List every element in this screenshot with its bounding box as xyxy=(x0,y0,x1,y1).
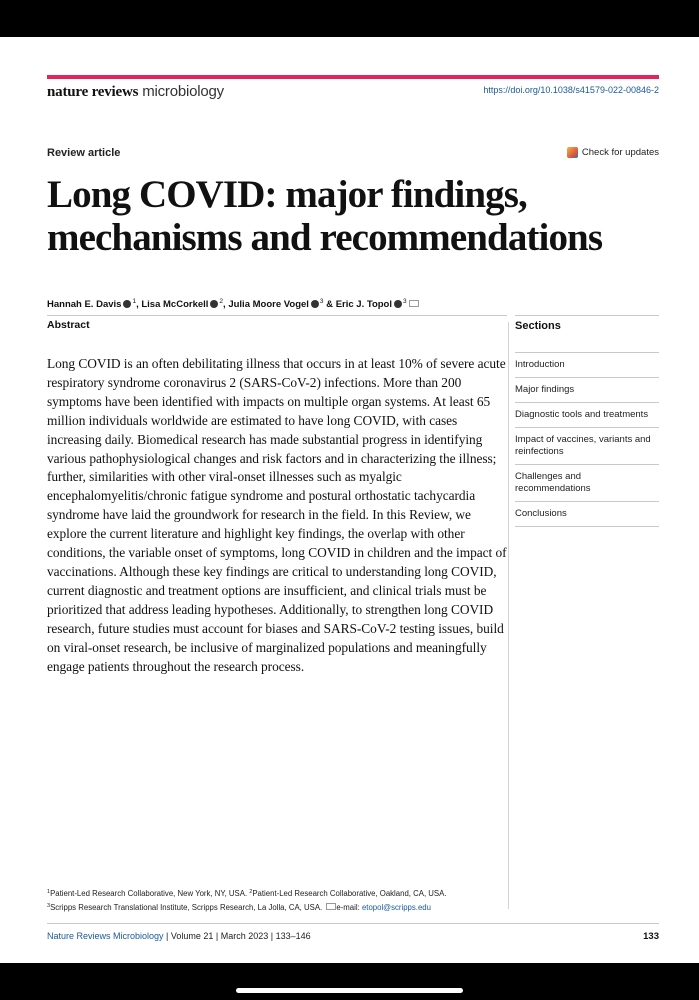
section-link-impact-of-vaccines[interactable]: Impact of vaccines, variants and reinfections xyxy=(515,427,659,464)
journal-logo xyxy=(47,83,224,101)
author-name[interactable]: Eric J. Topol xyxy=(335,299,392,310)
journal-accent-bar xyxy=(47,75,659,79)
sections-divider xyxy=(515,315,659,316)
title-line-2: mechanisms and recommendations xyxy=(47,216,603,259)
affiliation-3: Scripps Research Translational Institute, Scripps Research, La Jolla, CA, USA. xyxy=(50,903,325,912)
orcid-icon[interactable] xyxy=(123,300,131,308)
affil-sup: 2 xyxy=(249,889,253,895)
affil-sup: 1 xyxy=(47,889,51,895)
author-name[interactable]: Hannah E. Davis xyxy=(47,299,122,310)
author-name[interactable]: Lisa McCorkell xyxy=(141,299,209,310)
title-line-1: Long COVID: major findings, xyxy=(47,173,527,216)
author-list xyxy=(47,298,419,310)
affil-sup: 3 xyxy=(47,903,51,909)
orcid-icon[interactable] xyxy=(210,300,218,308)
author-affil-sup: 1 xyxy=(132,298,137,305)
page-number: 133 xyxy=(643,931,659,942)
affiliation-1: Patient-Led Research Collaborative, New York, NY, USA. xyxy=(50,889,250,898)
email-label: e-mail: xyxy=(336,903,362,912)
sections-heading: Sections xyxy=(515,320,561,332)
abstract-divider xyxy=(47,315,507,316)
author-affil-sup: 3 xyxy=(319,298,324,305)
section-link-conclusions[interactable]: Conclusions xyxy=(515,501,659,527)
author-separator: , xyxy=(223,299,229,310)
email-link[interactable]: etopol@scripps.edu xyxy=(361,903,431,912)
affiliation-2: Patient-Led Research Collaborative, Oakland, CA, USA. xyxy=(252,889,447,898)
author-affil-sup: 2 xyxy=(219,298,224,305)
footer-divider xyxy=(47,923,659,924)
abstract-text: Long COVID is an often debilitating illness that occurs in at least 10% of severe acute respiratory syndrome coronavirus 2 (SARS-CoV-2) infections. More than 200 symptoms have been identified with impacts on multiple organ systems. At least 65 million individuals worldwide are estimated to have long COVID, with cases increasing daily. Biomedical research has made substantial progress in identifying various pathophysiological changes and risk factors and in characterizing the illness; further, similarities with other viral-onset illnesses such as myalgic encephalomyelitis/chronic fatigue syndrome and postural orthostatic tachycardia syndrome have laid the groundwork for research in the field. In this Review, we explore the current literature and highlight key findings, the overlap with other conditions, the variable onset of symptoms, long COVID in children and the impact of vaccinations. Although these key findings are critical to understanding long COVID, current diagnostic and treatment options are insufficient, and clinical trials must be prioritized that address leading hypotheses. Additionally, to strengthen long COVID research, future studies must account for biases and SARS-CoV-2 testing issues, build on viral-onset research, be inclusive of marginalized populations and meaningfully engage patients throughout the research process. xyxy=(47,356,507,674)
footer-journal-link[interactable]: Nature Reviews Microbiology xyxy=(47,931,164,941)
author-affil-sup: 3 xyxy=(403,298,407,305)
orcid-icon[interactable] xyxy=(394,300,402,308)
check-for-updates-button[interactable] xyxy=(567,147,659,158)
paper-page xyxy=(0,37,699,963)
orcid-icon[interactable] xyxy=(311,300,319,308)
author-ampersand: & xyxy=(323,299,336,310)
section-link-diagnostic-tools[interactable]: Diagnostic tools and treatments xyxy=(515,402,659,427)
author-name[interactable]: Julia Moore Vogel xyxy=(228,299,309,310)
section-link-introduction[interactable]: Introduction xyxy=(515,352,659,377)
abstract-heading: Abstract xyxy=(47,319,90,331)
home-indicator[interactable] xyxy=(236,988,463,993)
check-updates-icon xyxy=(567,147,578,158)
journal-name-light: microbiology xyxy=(142,83,224,100)
sections-nav xyxy=(515,352,659,527)
section-link-challenges[interactable]: Challenges and recommendations xyxy=(515,464,659,501)
journal-name-bold: nature reviews xyxy=(47,84,139,100)
doi-link[interactable]: https://doi.org/10.1038/s41579-022-00846-2 xyxy=(483,85,659,95)
article-type: Review article xyxy=(47,147,121,159)
author-separator: , xyxy=(136,299,142,310)
column-divider xyxy=(508,322,509,909)
envelope-icon[interactable] xyxy=(409,300,419,307)
check-updates-label: Check for updates xyxy=(581,147,659,158)
envelope-icon xyxy=(326,903,336,910)
affiliations xyxy=(47,886,507,914)
footer-details: | Volume 21 | March 2023 | 133–146 xyxy=(163,931,311,941)
article-title xyxy=(47,173,667,259)
section-link-major-findings[interactable]: Major findings xyxy=(515,377,659,402)
footer-citation xyxy=(47,931,311,941)
